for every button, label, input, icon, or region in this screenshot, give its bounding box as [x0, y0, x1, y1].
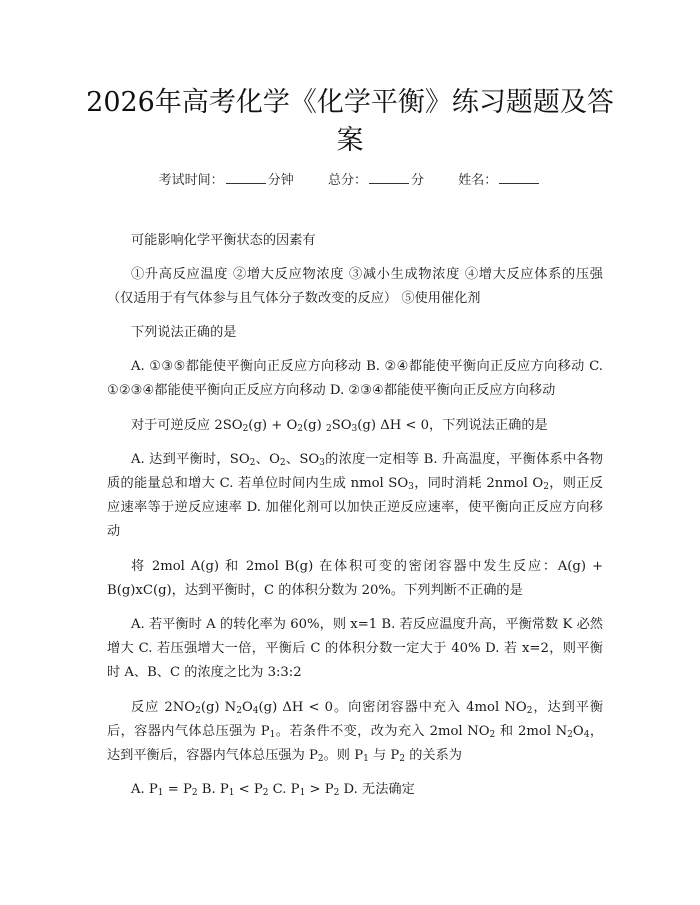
- subscript: 2: [297, 424, 304, 434]
- question-2-stem: 对于可逆反应 $2SO_2(g) + O_2(g)$ $_2SO_3(g) \Delta H < 0$，下列说法正确的是: [131, 418, 548, 434]
- subscript: 2: [489, 730, 496, 740]
- subscript: 1: [269, 730, 276, 740]
- exam-time-unit: 分钟: [267, 173, 294, 188]
- question-1-options: A. ①③⑤都能使平衡向正反应方向移动 B. ②④都能使平衡向正反应方向移动 C. ①②③④都能使平衡向正反应方向移动 D. ②③④都能使平衡向正反应方向移动: [107, 359, 603, 398]
- name-blank: [499, 171, 539, 184]
- score-blank: [369, 171, 409, 184]
- exam-time-label: 考试时间：: [158, 173, 224, 188]
- question-1-stem: 可能影响化学平衡状态的因素有: [131, 233, 316, 248]
- subscript: 2: [279, 458, 286, 468]
- subscript: 2: [195, 706, 201, 716]
- question-4-stem: 反应 $2NO_2(g)$ $N_2O_4(g) \Delta H < 0$。向密闭容器中充入 4mol $NO_2$，达到平衡后，容器内气体总压强为 $P_1$。若条件不变，改为充入 2mol $NO_2$ 和 2mol $N_2O_4$，达到平衡后，容器内气体总压强为 $P_2$。则 $P_1$ 与 $P_2$ 的关系为: [107, 700, 604, 764]
- subscript: 2: [236, 706, 242, 716]
- question-4-options: A. $P_1 = P_2$ B. $P_1 < P_2$ C. $P_1 > P_2$ D. 无法确定: [131, 782, 415, 798]
- question-1-prompt: 下列说法正确的是: [131, 325, 237, 340]
- exam-info-line: [0, 169, 700, 188]
- subscript: 3: [408, 482, 414, 492]
- subscript: 2: [526, 706, 533, 716]
- subscript: 3: [351, 424, 358, 434]
- subscript: 2: [543, 482, 549, 492]
- subscript: 2: [191, 788, 198, 798]
- question-2-options: A. 达到平衡时，$SO_2$、$O_2$、$SO_3$的浓度一定相等 B. 升高温度，平衡体系中各物质的能量总和增大 C. 若单位时间内生成 nmol $SO_3$，同时消耗 2nmol $O_2$，则正反应速率等于逆反应速率 D. 加催化剂可以加快正逆反应速率，使平衡向正反应方向移动: [107, 452, 604, 539]
- name-label: 姓名：: [458, 173, 498, 188]
- question-list: [107, 229, 603, 812]
- subscript: 2: [317, 754, 324, 764]
- exam-time-blank: [226, 171, 266, 184]
- subscript: 2: [249, 458, 256, 468]
- subscript: 1: [363, 754, 369, 764]
- subscript: 2: [567, 730, 573, 740]
- subscript: 2: [399, 754, 405, 764]
- question-1-factors: ①升高反应温度 ②增大反应物浓度 ③减小生成物浓度 ④增大反应体系的压强（仅适用于有气体参与且气体分子数改变的反应） ⑤使用催化剂: [107, 267, 603, 306]
- score-unit: 分: [411, 173, 425, 188]
- subscript: 2: [325, 424, 332, 434]
- subscript: 2: [333, 788, 340, 798]
- subscript: 4: [583, 730, 590, 740]
- subscript: 1: [228, 788, 235, 798]
- subscript: 4: [252, 706, 259, 716]
- document-title: 2026年高考化学《化学平衡》练习题题及答案: [86, 87, 614, 156]
- subscript: 1: [299, 788, 306, 798]
- subscript: 2: [242, 424, 249, 434]
- subscript: 2: [262, 788, 269, 798]
- question-3-options: A. 若平衡时 A 的转化率为 60%，则 x=1 B. 若反应温度升高，平衡常数 K 必然增大 C. 若压强增大一倍，平衡后 C 的体积分数一定大于 40% D. 若 x=2，则平衡时 A、B、C 的浓度之比为 3:3:2: [107, 617, 603, 680]
- question-3-stem: 将 2mol A(g) 和 2mol B(g) 在体积可变的密闭容器中发生反应：A(g) + B(g)xC(g)，达到平衡时，C 的体积分数为 20%。下列判断不正确的是: [107, 559, 603, 598]
- subscript: 3: [319, 458, 325, 468]
- score-label: 总分：: [327, 173, 367, 188]
- subscript: 1: [157, 788, 164, 798]
